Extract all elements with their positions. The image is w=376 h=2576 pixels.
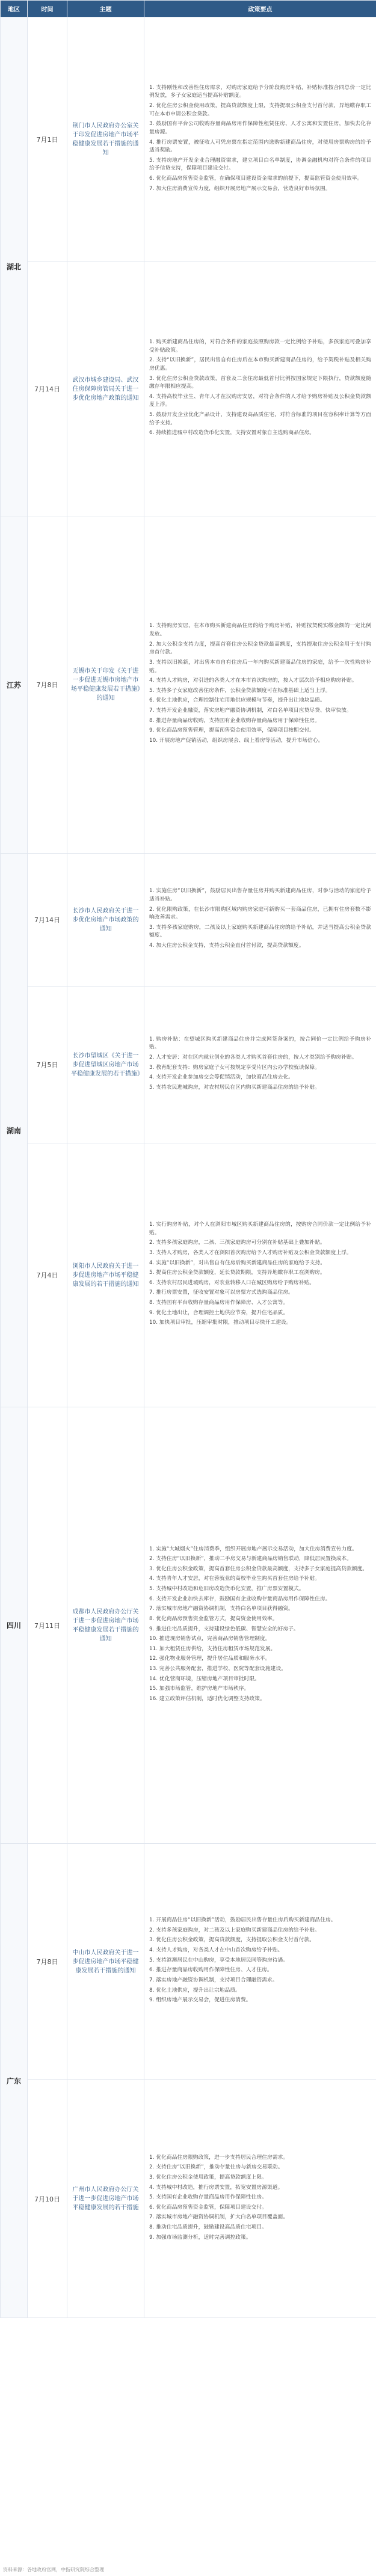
- policy-point: 4. 实施“以旧换新”，对出售自有住房后购买新建商品住房的家庭给予支持。: [149, 1259, 326, 1266]
- policy-point: 3. 支持人才购房，各类人才在浏阳首次购房给予人才购房补贴及公积金贷款额度上浮。: [149, 1249, 352, 1256]
- content-cell: [144, 854, 376, 987]
- policy-point: 3. 优化住房公积金使用政策，提高贷款额度上限。: [149, 2174, 267, 2180]
- policy-point: 9. 推进住宅品质提升，支持建设绿色低碳、智慧安全的好房子。: [149, 1626, 299, 1632]
- policy-point: 6. 支持开发企业加快去库存，鼓励国有企业收购存量商品房用作保障性住房。: [149, 1595, 331, 1602]
- policy-point: 10. 加快项目审批，压缩审批时限，推动项目尽快开工建设。: [149, 1320, 292, 1326]
- subject-cell: 武汉市城乡建设局、武汉住房保障房管局关于进一步优化房地产政策的通知: [67, 262, 144, 516]
- policy-point: 9. 优化商品房预售管理，提高预售资金使用效率，保障项目按期交付。: [149, 727, 315, 734]
- policy-point: 5. 支持城中村改造和危旧房改造货币化安置，推广房票安置模式。: [149, 1586, 304, 1592]
- policy-point: 1. 实施住房“以旧换新”，鼓励居民出售存量住房并购买新建商品住房，对参与活动的家庭给予适当补贴。: [149, 888, 371, 902]
- table-row: [1, 987, 376, 1143]
- policy-point: 7. 落实房地产融资协调机制，支持项目合理融资需求。: [149, 1977, 278, 1983]
- source-note: 资料来源：各地政府官网，中指研究院综合整理: [3, 2567, 104, 2572]
- subject-cell: 中山市人民政府关于进一步促进房地产市场平稳健康发展若干措施的通知: [67, 1844, 144, 2080]
- header-time: 时间: [28, 1, 67, 17]
- policy-point: 6. 优化土地供应，合理控制住宅用地供应规模与节奏，提升出让地块品质。: [149, 697, 325, 704]
- policy-point: 8. 推动住宅品质提升，鼓励建设高品质住宅项目。: [149, 2224, 267, 2231]
- policy-point: 10. 开展房地产促销活动，组织房展会、线上看房等活动，提升市场信心。: [149, 737, 324, 744]
- policy-point: 2. 支持住房“以旧换新”，推动存量住房与新房交易联动。: [149, 2164, 283, 2171]
- policy-point: 3. 支持多孩家庭购房，二孩及以上家庭购买新建商品住房的给予补贴，并适当提高公积金贷款额度。: [149, 924, 371, 939]
- policy-point: 6. 优化商品房预售资金监管，在确保项目建设资金需求的前提下，提高监管资金使用效率。: [149, 176, 363, 182]
- policy-point: 6. 持续推进城中村改造货币化安置，支持安置对象自主选购商品住房。: [149, 430, 315, 436]
- time-cell: 7月1日: [28, 17, 67, 262]
- policy-point: 3. 支持以旧换新，对出售本市自有住房后一年内购买新建商品住房的家庭，给予一次性购房补贴。: [149, 659, 371, 674]
- content-cell: [144, 2080, 376, 2318]
- subject-cell: 成都市人民政府办公厅关于进一步促进房地产市场平稳健康发展若干措施的通知: [67, 1407, 144, 1844]
- policy-point: 3. 优化住房公积金政策，提高贷款额度，支持提取公积金支付首付款。: [149, 1937, 315, 1944]
- header-subject: 主题: [67, 1, 144, 17]
- table-row: [1, 2080, 376, 2318]
- content-cell: [144, 17, 376, 262]
- content-cell: [144, 516, 376, 854]
- policy-point: 15. 加强市场监管，维护房地产市场秩序。: [149, 1686, 250, 1692]
- policy-point: 5. 支持港澳居民在中山购房，享受本地居民同等购房待遇。: [149, 1957, 289, 1963]
- policy-point: 4. 支持开发企业参加房交会等促销活动，加快商品住房去化。: [149, 1074, 294, 1081]
- policy-point: 3. 优化住房公积金政策，提高首套住房公积金贷款最高额度，支持多子女家庭提高贷款额度。: [149, 1565, 368, 1572]
- content-cell: [144, 1407, 376, 1844]
- policy-point: 2. 支持“以旧换新”，居民出售自有住房后在本市购买新建商品住房的，给予契税补贴及相关购房优惠。: [149, 357, 371, 372]
- table-row: [1, 516, 376, 854]
- time-cell: 7月4日: [28, 1143, 67, 1407]
- subject-cell: 浏阳市人民政府关于进一步促进房地产市场平稳健康发展的若干措施的通知: [67, 1143, 144, 1407]
- policy-point: 4. 加大住房公积金支持，支持公积金直付首付款，提高贷款额度。: [149, 943, 304, 949]
- policy-point: 5. 支持农民进城购房，对农村居民在区内购买新建商品住房的给予补贴。: [149, 1084, 320, 1091]
- region-cell: 四川: [1, 1407, 28, 1844]
- policy-point: 10. 推进现房销售试点，完善商品房销售管理制度。: [149, 1636, 271, 1642]
- header-region: 地区: [1, 1, 28, 17]
- policy-point: 1. 购房补贴：在望城区购买新建商品住房并完成网签备案的，按合同价一定比例给予购房补贴。: [149, 1036, 371, 1051]
- table-header-row: [1, 1, 376, 17]
- policy-point: 8. 支持国有平台收购存量商品房用作保障房、人才公寓等。: [149, 1300, 289, 1306]
- table-row: [1, 854, 376, 987]
- policy-point: 8. 优化土地供应，提升出让宗地品质。: [149, 1987, 241, 1993]
- subject-cell: 长沙市人民政府关于进一步优化房地产市场政策的通知: [67, 854, 144, 987]
- policy-point: 5. 提高住房公积金贷款额度，延长贷款期限，支持异地缴存职工在浏购房。: [149, 1270, 325, 1276]
- policy-point: 1. 开展商品住房“以旧换新”活动，鼓励居民出售存量住房后购买新建商品住房。: [149, 1917, 336, 1924]
- policy-point: 6. 支持农村居民进城购房，对农业转移人口在城区购房给予购房补贴。: [149, 1279, 315, 1286]
- time-cell: 7月14日: [28, 854, 67, 987]
- time-cell: 7月11日: [28, 1407, 67, 1844]
- policy-point: 9. 组织房地产展示交易会，促进住房消费。: [149, 1997, 251, 2004]
- policy-point: 2. 支持多孩家庭购房，对二孩及以上家庭购买新建商品住房的给予补贴。: [149, 1927, 320, 1933]
- policy-point: 5. 鼓励开发企业优化产品设计，支持建设高品质住宅，对符合标准的项目在容积率计算等方面给予支持。: [149, 412, 371, 426]
- policy-point: 16. 建立政策评估机制，适时优化调整支持政策。: [149, 1695, 265, 1702]
- policy-point: 1. 购买新建商品住房的，对符合条件的家庭按照购房款一定比例给予补贴，多孩家庭可叠加享受补贴政策。: [149, 339, 371, 353]
- policy-point: 1. 支持购房安居，在本市购买新建商品住房的给予购房补贴，补贴按契税实缴金额的一定比例发放。: [149, 623, 371, 638]
- content-cell: [144, 1844, 376, 2080]
- subject-cell: 无锡市关于印发《关于进一步促进无锡市房地产市场平稳健康发展若干措施》的通知: [67, 516, 144, 854]
- region-cell: 湖南: [1, 854, 28, 1407]
- header-content: 政策要点: [144, 1, 376, 17]
- policy-point: 4. 支持青年人才安居，对在蓉就业的高校毕业生购买首套住房给予补贴。: [149, 1576, 320, 1582]
- policy-point: 1. 支持刚性和改善性住房需求，对购房家庭给予分阶段购房补贴，补贴标准按合同总价一定比例发放，多子女家庭适当提高补贴额度。: [149, 84, 371, 99]
- policy-point: 7. 落实城市房地产融资协调机制，扩大白名单项目覆盖面。: [149, 2214, 289, 2221]
- time-cell: 7月8日: [28, 1844, 67, 2080]
- policy-point: 5. 支持多子女家庭改善住房条件，公积金贷款额度可在标准基础上适当上浮。: [149, 687, 331, 694]
- policy-point: 4. 支持城中村改造，推行房票安置，拓宽安置房源渠道。: [149, 2184, 283, 2191]
- content-cell: [144, 262, 376, 516]
- region-cell: 广东: [1, 1844, 28, 2318]
- subject-cell: 广州市人民政府办公厅关于进一步促进房地产市场平稳健康发展的若干措施: [67, 2080, 144, 2318]
- policy-point: 4. 支持人才购房，对各类人才在中山首次购房给予补贴。: [149, 1947, 283, 1954]
- policy-point: 14. 优化营商环境，压缩房地产项目审批时限。: [149, 1675, 260, 1682]
- time-cell: 7月14日: [28, 262, 67, 516]
- policy-point: 8. 优化商品房预售资金监管方式，提高资金使用效率。: [149, 1615, 278, 1622]
- policy-point: 5. 支持房地产开发企业合理融资需求，建立项目白名单制度，协调金融机构对符合条件的项目给予信贷支持，保障项目建设交付。: [149, 157, 371, 172]
- policy-point: 7. 支持开发企业融资，落实房地产融资协调机制，对白名单项目应贷尽贷、快审快放。: [149, 708, 352, 714]
- policy-point: 1. 实施“大城烟火”住房消费季，组织开展房地产展示交易活动，加大住房消费宣传力度。: [149, 1546, 357, 1552]
- policy-point: 2. 人才安居：对在区内就业创业的各类人才购买首套住房的，按人才类别给予购房补贴。: [149, 1054, 357, 1060]
- policy-point: 7. 加大住房消费宣传力度，组织开展房地产展示交易会，营造良好市场氛围。: [149, 185, 331, 192]
- policy-point: 9. 优化土地出让，合理调控土地供应节奏，提升住宅品质。: [149, 1309, 289, 1316]
- table-row: [1, 17, 376, 262]
- policy-point: 1. 实行购房补贴，对个人在浏阳市城区购买新建商品住房的，按购房合同价款一定比例给予补贴。: [149, 1222, 371, 1236]
- policy-point: 2. 优化住房公积金使用政策，提高贷款额度上限，支持提取公积金支付首付款，异地缴存职工可在本市申请公积金贷款。: [149, 103, 371, 117]
- policy-point: 13. 完善公共服务配套，推进学校、医院等配套设施建设。: [149, 1666, 286, 1672]
- policy-point: 2. 支持住房“以旧换新”，推动二手房交易与新建商品房销售联动，降低居民置换成本。: [149, 1556, 352, 1562]
- policy-point: 3. 教育配套支持：购房家庭子女可按规定享受片区内公办学校就读保障。: [149, 1064, 320, 1071]
- time-cell: 7月8日: [28, 516, 67, 854]
- region-cell: 湖北: [1, 17, 28, 516]
- policy-point: 2. 支持多孩家庭购房，二孩、三孩家庭购房可分别在补贴基础上叠加补贴。: [149, 1240, 325, 1246]
- policy-point: 6. 优化商品房预售资金监管，保障项目建设交付。: [149, 2204, 267, 2210]
- policy-point: 9. 加强市场监测分析，适时完善调控政策。: [149, 2234, 251, 2241]
- policy-point: 4. 支持人才购房，对引进的各类人才在本市首次购房的，按人才层次给予相应购房补贴。: [149, 678, 357, 684]
- policy-point: 7. 推行房票安置，征收安置对象可以房票方式选购商品住房。: [149, 1290, 294, 1296]
- table-row: [1, 262, 376, 516]
- time-cell: 7月5日: [28, 987, 67, 1143]
- policy-point: 1. 优化商品住房限购政策，进一步支持居民合理住房需求。: [149, 2154, 289, 2161]
- table-row: [1, 1143, 376, 1407]
- policy-point: 12. 强化物业服务管理，提升居住品质和服务水平。: [149, 1656, 271, 1662]
- subject-cell: 荆门市人民政府办公室关于印发促进房地产市场平稳健康发展若干措施的通知: [67, 17, 144, 262]
- policy-point: 5. 支持国有企业收购存量商品房用作保障性住房。: [149, 2194, 267, 2201]
- content-cell: [144, 987, 376, 1143]
- region-cell: 江苏: [1, 516, 28, 854]
- subject-cell: 长沙市望城区《关于进一步促进望城区房地产市场平稳健康发展的若干措施》: [67, 987, 144, 1143]
- policy-point: 2. 加大公积金支持力度，提高首套住房公积金贷款最高额度，支持提取住房公积金用于支付购房首付款。: [149, 641, 371, 656]
- policy-point: 7. 落实城市房地产融资协调机制，支持白名单项目获得融资。: [149, 1606, 294, 1612]
- policy-point: 8. 推进存量商品房收购，支持国有企业收购存量商品房用于保障性住房。: [149, 717, 320, 724]
- table-row: [1, 1844, 376, 2080]
- time-cell: 7月10日: [28, 2080, 67, 2318]
- table-row: [1, 1407, 376, 1844]
- content-cell: [144, 1143, 376, 1407]
- policy-point: 6. 推进存量商品房收购用作保障性住房、人才住房。: [149, 1967, 273, 1974]
- policy-point: 2. 优化限购政策，在长沙市限购区域内购房家庭可新购买一套商品住房，已拥有住房套数不影响改善需求。: [149, 906, 371, 921]
- policy-point: 3. 优化住房公积金贷款政策，首套及二套住房最低首付比例按国家规定下限执行，贷款额度随缴存年限相应提高。: [149, 375, 371, 390]
- policy-point: 4. 推行房票安置，被征收人可凭房票在指定范围内选购新建商品住房，对使用房票购房的给予适当奖励。: [149, 139, 371, 154]
- policy-point: 3. 鼓励国有平台公司收购存量商品房用作保障性租赁住房、人才公寓和安置住房，加快去化存量房源。: [149, 121, 371, 135]
- policy-point: 4. 支持高校毕业生、青年人才在汉购房安居，对符合条件的人才给予购房补贴及公积金贷款额度上浮。: [149, 393, 371, 408]
- policy-point: 11. 加大租赁住房供给，支持住房租赁市场规范发展。: [149, 1645, 276, 1652]
